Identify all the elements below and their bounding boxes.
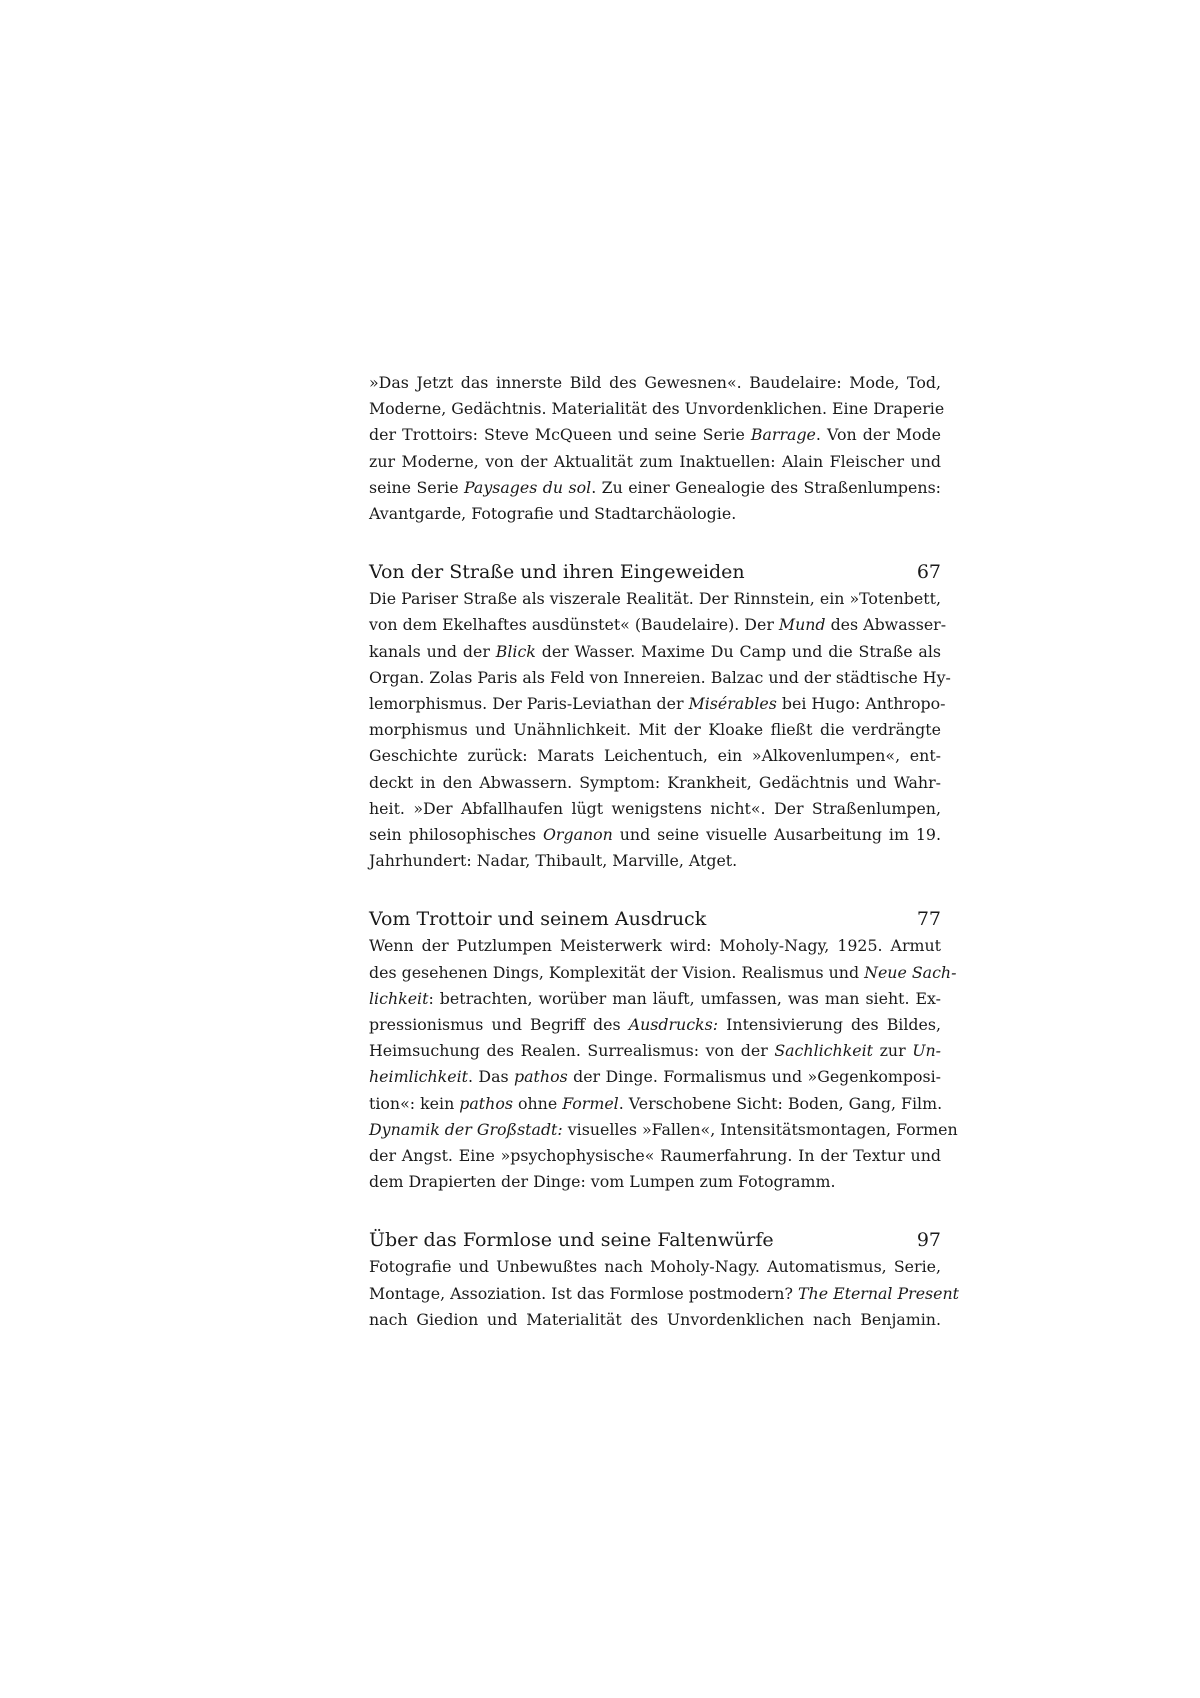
toc-section (369, 1226, 960, 1333)
text-line: deckt in den Abwassern. Symptom: Krankheit, Gedächtnis und Wahr- (369, 772, 941, 792)
text-line: des gesehenen Dings, Komplexität der Vision. Realismus und Neue Sach- (369, 962, 957, 982)
text-line: lemorphismus. Der Paris-Leviathan der Misérables bei Hugo: Anthropo- (369, 694, 946, 714)
text-line: nach Giedion und Materialität des Unvordenklichen nach Benjamin. (369, 1309, 941, 1329)
text-line: Montage, Assoziation. Ist das Formlose postmodern? The Eternal Present (369, 1283, 960, 1303)
text-line: Moderne, Gedächtnis. Materialität des Unvordenklichen. Eine Draperie (369, 399, 945, 419)
text-line: lichkeit: betrachten, worüber man läuft, umfassen, was man sieht. Ex- (369, 988, 941, 1008)
section-description (369, 1254, 960, 1333)
section-title: Über das Formlose und seine Faltenwürfe (369, 1229, 774, 1252)
section-title: Vom Trottoir und seinem Ausdruck (369, 908, 707, 931)
text-line: von dem Ekelhaftes ausdünstet« (Baudelaire). Der Mund des Abwasser- (369, 615, 947, 635)
section-page-number: 97 (916, 1229, 941, 1252)
section-page-number: 67 (916, 561, 941, 584)
text-line: Avantgarde, Fotografie und Stadtarchäologie. (369, 504, 737, 524)
toc-sections (369, 558, 960, 1333)
text-line: sein philosophisches Organon und seine visuelle Ausarbeitung im 19. (369, 825, 941, 845)
section-description (369, 933, 958, 1195)
text-line: »Das Jetzt das innerste Bild des Gewesnen«. Baudelaire: Mode, Tod, (369, 373, 941, 392)
text-line: seine Serie Paysages du sol. Zu einer Genealogie des Straßenlumpens: (369, 477, 941, 497)
text-line: Geschichte zurück: Marats Leichentuch, ein »Alkovenlumpen«, ent- (369, 746, 941, 766)
text-line: kanals und der Blick der Wasser. Maxime Du Camp und die Straße als (369, 641, 942, 661)
text-line: zur Moderne, von der Aktualität zum Inaktuellen: Alain Fleischer und (369, 451, 941, 471)
text-line: heit. »Der Abfallhaufen lügt wenigstens nicht«. Der Straßenlumpen, (369, 798, 941, 818)
text-line: Die Pariser Straße als viszerale Realität. Der Rinnstein, ein »Totenbett, (369, 589, 941, 609)
text-line: tion«: kein pathos ohne Formel. Verschobene Sicht: Boden, Gang, Film. (369, 1093, 943, 1113)
toc-page-body (369, 370, 960, 1333)
section-description (369, 586, 951, 874)
text-line: pressionismus und Begriff des Ausdrucks: Intensivierung des Bildes, (369, 1015, 941, 1035)
text-line: der Angst. Eine »psychophysische« Raumerfahrung. In der Textur und (369, 1146, 941, 1166)
intro-paragraph (369, 370, 945, 527)
text-line: Dynamik der Großstadt: visuelles »Fallen«, Intensitätsmontagen, Formen (369, 1119, 958, 1139)
text-line: heimlichkeit. Das pathos der Dinge. Formalismus und »Gegenkomposi- (369, 1067, 941, 1087)
text-line: Wenn der Putzlumpen Meisterwerk wird: Moholy-Nagy, 1925. Armut (369, 936, 941, 956)
section-heading[interactable] (369, 1226, 941, 1254)
toc-section (369, 558, 951, 874)
text-line: Jahrhundert: Nadar, Thibault, Marville, Atget. (369, 851, 738, 871)
section-title: Von der Straße und ihren Eingeweiden (369, 561, 745, 584)
toc-section (369, 905, 958, 1195)
section-page-number: 77 (916, 908, 941, 931)
section-heading[interactable] (369, 558, 941, 586)
text-line: der Trottoirs: Steve McQueen und seine Serie Barrage. Von der Mode (369, 425, 941, 445)
text-line: morphismus und Unähnlichkeit. Mit der Kloake fließt die verdrängte (369, 720, 941, 740)
text-line: Heimsuchung des Realen. Surrealismus: von der Sachlichkeit zur Un- (369, 1041, 942, 1061)
section-heading[interactable] (369, 905, 941, 933)
text-line: Organ. Zolas Paris als Feld von Innereien. Balzac und der städtische Hy- (369, 667, 951, 687)
text-line: Fotografie und Unbewußtes nach Moholy-Nagy. Automatismus, Serie, (369, 1257, 941, 1277)
text-line: dem Drapierten der Dinge: vom Lumpen zum Fotogramm. (369, 1172, 836, 1192)
